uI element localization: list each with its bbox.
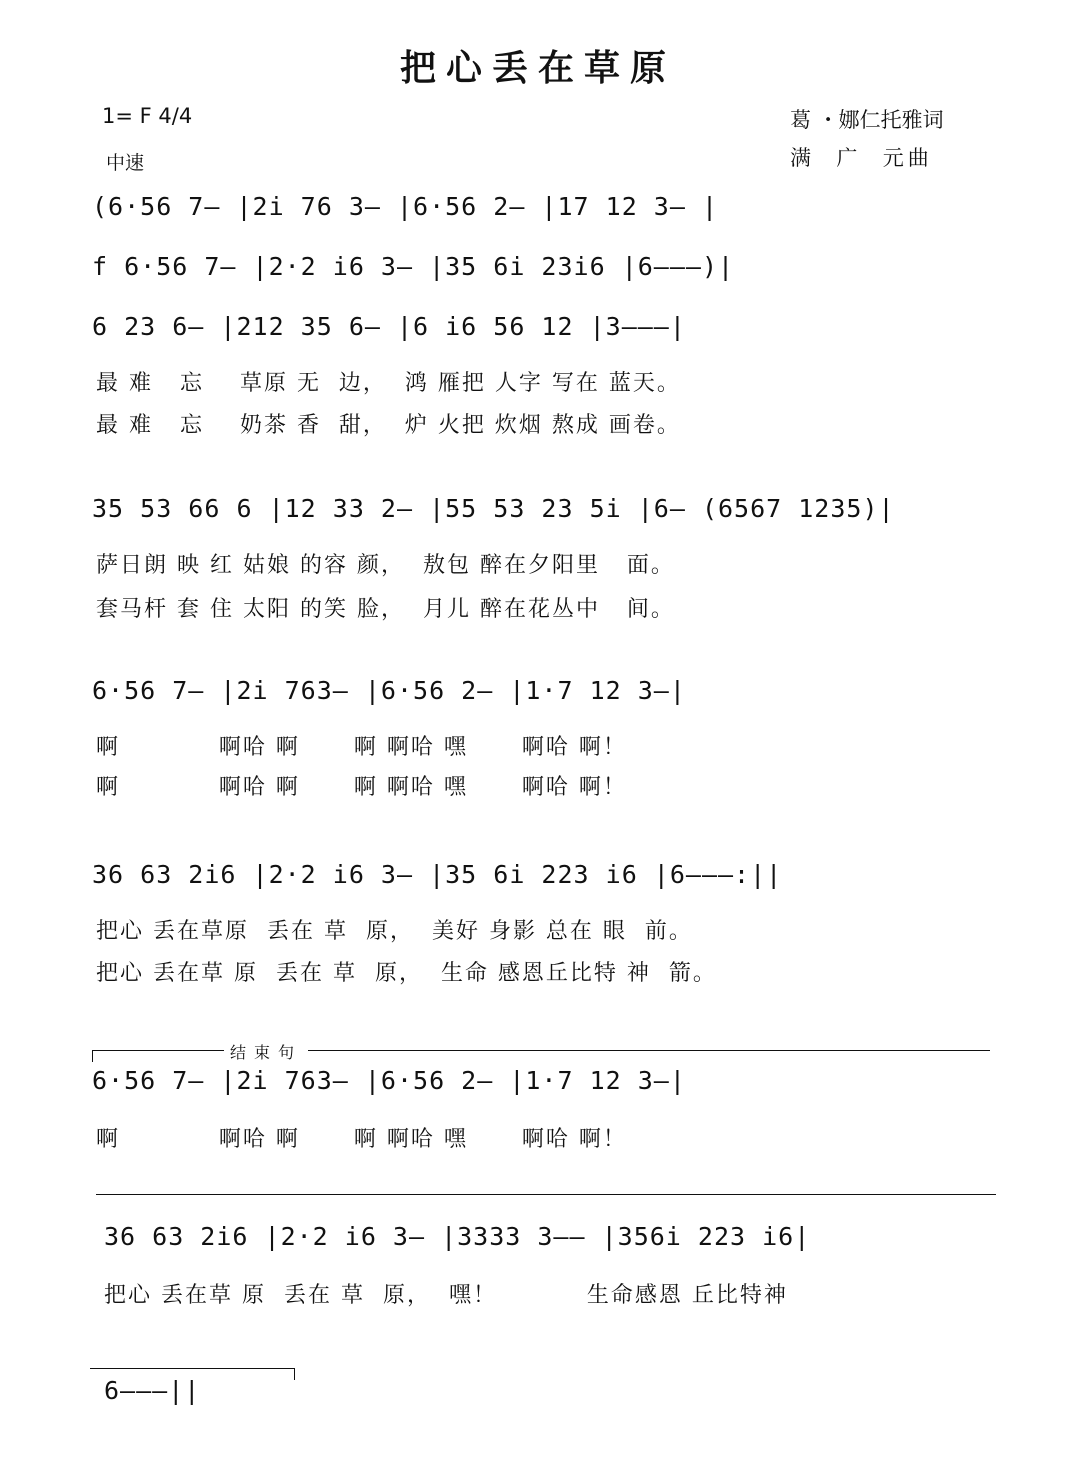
final-bracket-line [90,1368,294,1369]
composer-credit: 满 广 元曲 [790,146,933,170]
lyric-line: 萨日朗 映 红 姑娘 的容 颜， 敖包 醉在夕阳里 面。 [96,553,675,578]
song-title: 把心丢在草原 [399,47,676,89]
lyric-line: 啊 啊哈 啊 啊 啊哈 嘿 啊哈 啊！ [96,775,627,800]
notation-row: 6·56 7— |2i 763— |6·56 2— |1·7 12 3—| [92,676,686,705]
notation-row: 6 23 6— |212 35 6— |6 i6 56 12 |3———| [92,312,686,341]
notation-row: 36 63 2i6 |2·2 i6 3— |3333 3—— |356i 223 i6| [104,1222,811,1251]
notation-row: 6·56 7— |2i 763— |6·56 2— |1·7 12 3—| [92,1066,686,1095]
system-rule [96,1194,996,1195]
coda-bracket-tick [92,1050,93,1062]
notation-row: 36 63 2i6 |2·2 i6 3— |35 6i 223 i6 |6———:|| [92,860,783,889]
key-signature: 1= F 4/4 [102,104,193,128]
lyricist-credit: 葛 ・娜仁托雅词 [790,108,944,132]
lyric-line: 把心 丢在草 原 丢在 草 原， 生命 感恩丘比特 神 箭。 [96,961,717,986]
coda-label: 结束句 [224,1040,308,1063]
lyric-line: 把心 丢在草原 丢在 草 原， 美好 身影 总在 眼 前。 [96,919,693,944]
notation-row: f 6·56 7— |2·2 i6 3— |35 6i 23i6 |6———)| [92,252,735,281]
notation-row: 6———|| [104,1376,201,1405]
lyric-line: 把心 丢在草 原 丢在 草 原， 嘿！ 生命感恩 丘比特神 [104,1283,788,1308]
notation-row: (6·56 7— |2i 76 3— |6·56 2— |17 12 3— | [92,192,718,221]
lyric-line: 最 难 忘 草原 无 边， 鸿 雁把 人字 写在 蓝天。 [96,371,681,396]
lyric-line: 套马杆 套 住 太阳 的笑 脸， 月儿 醉在花丛中 间。 [96,597,675,622]
lyric-line: 啊 啊哈 啊 啊 啊哈 嘿 啊哈 啊！ [96,1127,627,1152]
notation-row: 35 53 66 6 |12 33 2— |55 53 23 5i |6— (6567 1235)| [92,494,895,523]
lyric-line: 最 难 忘 奶茶 香 甜， 炉 火把 炊烟 熬成 画卷。 [96,413,681,438]
tempo-marking: 中速 [106,152,145,174]
lyric-line: 啊 啊哈 啊 啊 啊哈 嘿 啊哈 啊！ [96,735,627,760]
